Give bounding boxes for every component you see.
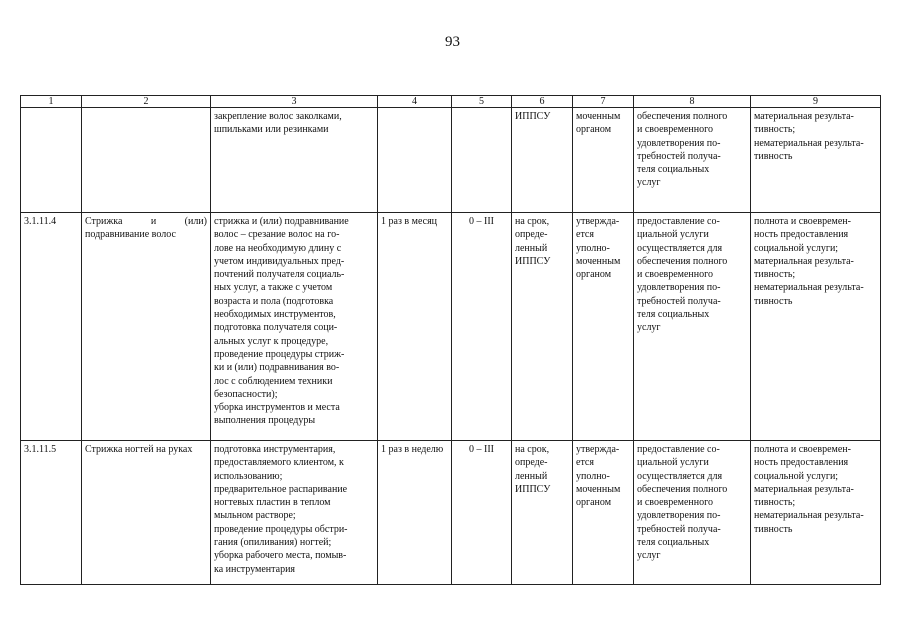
services-table	[20, 95, 881, 585]
name-cell	[82, 108, 211, 213]
column-header: 8	[634, 96, 751, 108]
table-row	[21, 441, 881, 585]
deadline-cell: на срок, опреде- ленный ИППСУ	[512, 213, 573, 441]
group-cell	[452, 108, 512, 213]
table-row	[21, 213, 881, 441]
deadline-cell: на срок, опреде- ленный ИППСУ	[512, 441, 573, 585]
page-number: 93	[445, 34, 460, 50]
group-cell: 0 – III	[452, 213, 512, 441]
evaluation-cell: полнота и своевремен- ность предоставления социальной услуги; материальная результа- тивность; нематериальная результа- тивность	[751, 441, 881, 585]
conditions-cell: предоставление со- циальной услуги осуществляется для обеспечения полного и своевременного удовлетворения по- требностей получа- теля социальных услуг	[634, 213, 751, 441]
evaluation-cell: материальная результа- тивность; нематериальная результа- тивность	[751, 108, 881, 213]
evaluation-cell: полнота и своевремен- ность предоставления социальной услуги; материальная результа- тивность; нематериальная результа- тивность	[751, 213, 881, 441]
frequency-cell: 1 раз в месяц	[378, 213, 452, 441]
description-cell: закрепление волос заколками, шпильками или резинками	[211, 108, 378, 213]
column-header: 4	[378, 96, 452, 108]
code-cell: 3.1.11.4	[21, 213, 82, 441]
column-header: 7	[573, 96, 634, 108]
frequency-cell	[378, 108, 452, 213]
approval-cell: утвержда- ется уполно- моченным органом	[573, 213, 634, 441]
column-header: 3	[211, 96, 378, 108]
column-header: 6	[512, 96, 573, 108]
header-row	[21, 96, 881, 108]
column-header: 2	[82, 96, 211, 108]
column-header: 5	[452, 96, 512, 108]
group-cell: 0 – III	[452, 441, 512, 585]
description-cell: подготовка инструментария, предоставляемого клиентом, к использованию; предварительное распаривание ногтевых пластин в теплом мыльном растворе; проведение процедуры обстри- гания (опиливания) ногтей; уборка рабочего места, помыв- ка инструментария	[211, 441, 378, 585]
approval-cell: утвержда- ется уполно- моченным органом	[573, 441, 634, 585]
deadline-cell: ИППСУ	[512, 108, 573, 213]
code-cell: 3.1.11.5	[21, 441, 82, 585]
name-cell: Стрижка ногтей на руках	[82, 441, 211, 585]
column-header: 9	[751, 96, 881, 108]
table-row	[21, 108, 881, 213]
code-cell	[21, 108, 82, 213]
approval-cell: моченным органом	[573, 108, 634, 213]
column-header: 1	[21, 96, 82, 108]
frequency-cell: 1 раз в неделю	[378, 441, 452, 585]
conditions-cell: предоставление со- циальной услуги осуществляется для обеспечения полного и своевременного удовлетворения по- требностей получа- теля социальных услуг	[634, 441, 751, 585]
name-cell: Стрижка и (или) подравнивание волос	[82, 213, 211, 441]
description-cell: стрижка и (или) подравнивание волос – срезание волос на го- лове на необходимую длину с учетом индивидуальных пред- почтений получателя социаль- ных услуг, а также с учетом возраста и пола (подготовка необходимых инструментов, подготовка получателя соци- альных услуг к процедуре, проведение процедуры стриж- ки и (или) подравнивания во- лос с соблюдением техники безопасности); уборка инструментов и места выполнения процедуры	[211, 213, 378, 441]
conditions-cell: обеспечения полного и своевременного удовлетворения по- требностей получа- теля социальных услуг	[634, 108, 751, 213]
